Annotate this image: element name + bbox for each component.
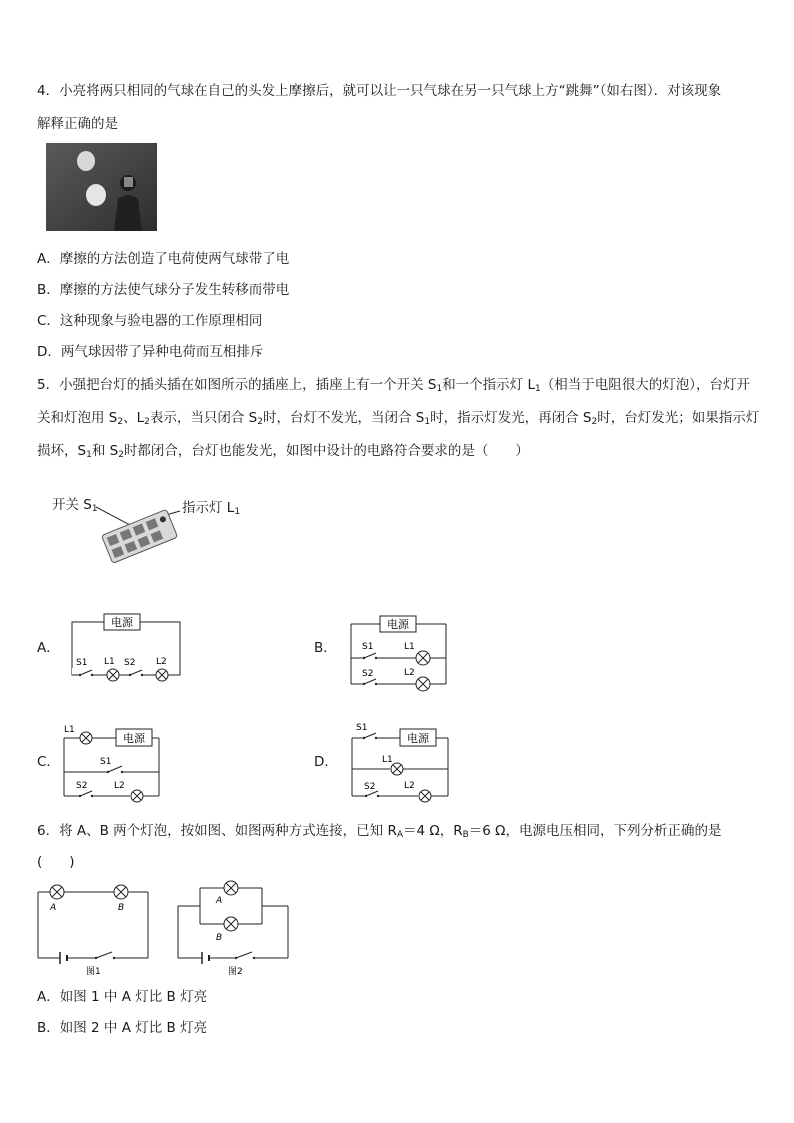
svg-text:L2: L2: [156, 657, 167, 667]
power-label-b: 电源: [387, 618, 409, 631]
svg-text:S1: S1: [362, 642, 374, 652]
q6-paren: ( ): [37, 854, 75, 870]
svg-text:L1: L1: [104, 657, 115, 667]
circuit-a: [68, 610, 188, 682]
svg-text:L2: L2: [114, 781, 125, 791]
circuit-d: [348, 718, 454, 804]
circuit-b: [346, 612, 452, 692]
svg-text:S2: S2: [124, 658, 136, 668]
svg-text:L2: L2: [404, 781, 415, 791]
power-label-a: 电源: [111, 616, 133, 629]
svg-text:S1: S1: [76, 658, 88, 668]
power-label-d: 电源: [407, 732, 429, 745]
svg-text:S1: S1: [100, 757, 112, 767]
power-strip-icon: [44, 487, 264, 582]
svg-text:L2: L2: [404, 668, 415, 678]
q4-stem-line2: 解释正确的是: [37, 116, 118, 132]
q6-option-a: A．如图 1 中 A 灯比 B 灯亮: [37, 989, 208, 1005]
q6-figure-1: [34, 878, 152, 976]
q5-stem: 5．小强把台灯的插头插在如图所示的插座上，插座上有一个开关 $S_1$和一个指示灯 $L_1$（相当于电阻很大的灯泡），台灯开关和灯泡用 $S_2$、$L_2$表示，当只闭合 $S_2$时，台灯不发光，当闭合 $S_1$时，指示灯发光，再闭合 $S_2$时，台灯发光；如果指示灯损坏，$S_1$和 $S_2$时都闭合，台灯也能发光，如图中设计的电路符合要求的是（ ）: [37, 377, 760, 460]
svg-text:B: B: [118, 903, 125, 913]
q6-option-b: B．如图 2 中 A 灯比 B 灯亮: [37, 1020, 208, 1036]
svg-text:S2: S2: [76, 781, 88, 791]
q5-option-c-letter: C．: [37, 754, 60, 770]
q5-option-d-letter: D．: [314, 754, 338, 770]
svg-text:L1: L1: [64, 725, 75, 735]
q6-figure-2: [174, 878, 292, 976]
svg-text:L1: L1: [404, 642, 415, 652]
q5-option-a-letter: A．: [37, 640, 60, 656]
svg-text:S1: S1: [356, 723, 368, 733]
q4-option-d: D．两气球因带了异种电荷而互相排斥: [37, 344, 264, 360]
svg-text:L1: L1: [382, 755, 393, 765]
socket-lamp-label: 指示灯 $L_1$: [182, 500, 241, 517]
q4-option-a: A．摩擦的方法创造了电荷使两气球带了电: [37, 251, 290, 267]
svg-text:S2: S2: [362, 669, 374, 679]
q4-option-b: B．摩擦的方法使气球分子发生转移而带电: [37, 282, 290, 298]
circuit-c: [60, 720, 164, 804]
svg-text:A: A: [216, 896, 223, 906]
socket-switch-label: 开关 $S_1$: [52, 497, 98, 514]
svg-text:图1: 图1: [86, 967, 101, 976]
q4-option-c: C．这种现象与验电器的工作原理相同: [37, 313, 263, 329]
power-label-c: 电源: [123, 732, 145, 745]
svg-text:B: B: [216, 933, 223, 943]
balloon-photo: [46, 143, 157, 231]
svg-text:S2: S2: [364, 782, 376, 792]
socket-figure: [44, 487, 264, 582]
q6-stem: 6．将 A、B 两个灯泡，按如图、如图两种方式连接，已知 $R_A=4$ Ω，$R_B=6$ Ω，电源电压相同，下列分析正确的是: [37, 823, 722, 840]
q5-option-b-letter: B．: [314, 640, 337, 656]
svg-text:A: A: [50, 903, 57, 913]
svg-text:图2: 图2: [228, 967, 243, 976]
q4-stem-line1: 4．小亮将两只相同的气球在自己的头发上摩擦后，就可以让一只气球在另一只气球上方“跳舞”（如右图）．对该现象: [37, 83, 722, 99]
